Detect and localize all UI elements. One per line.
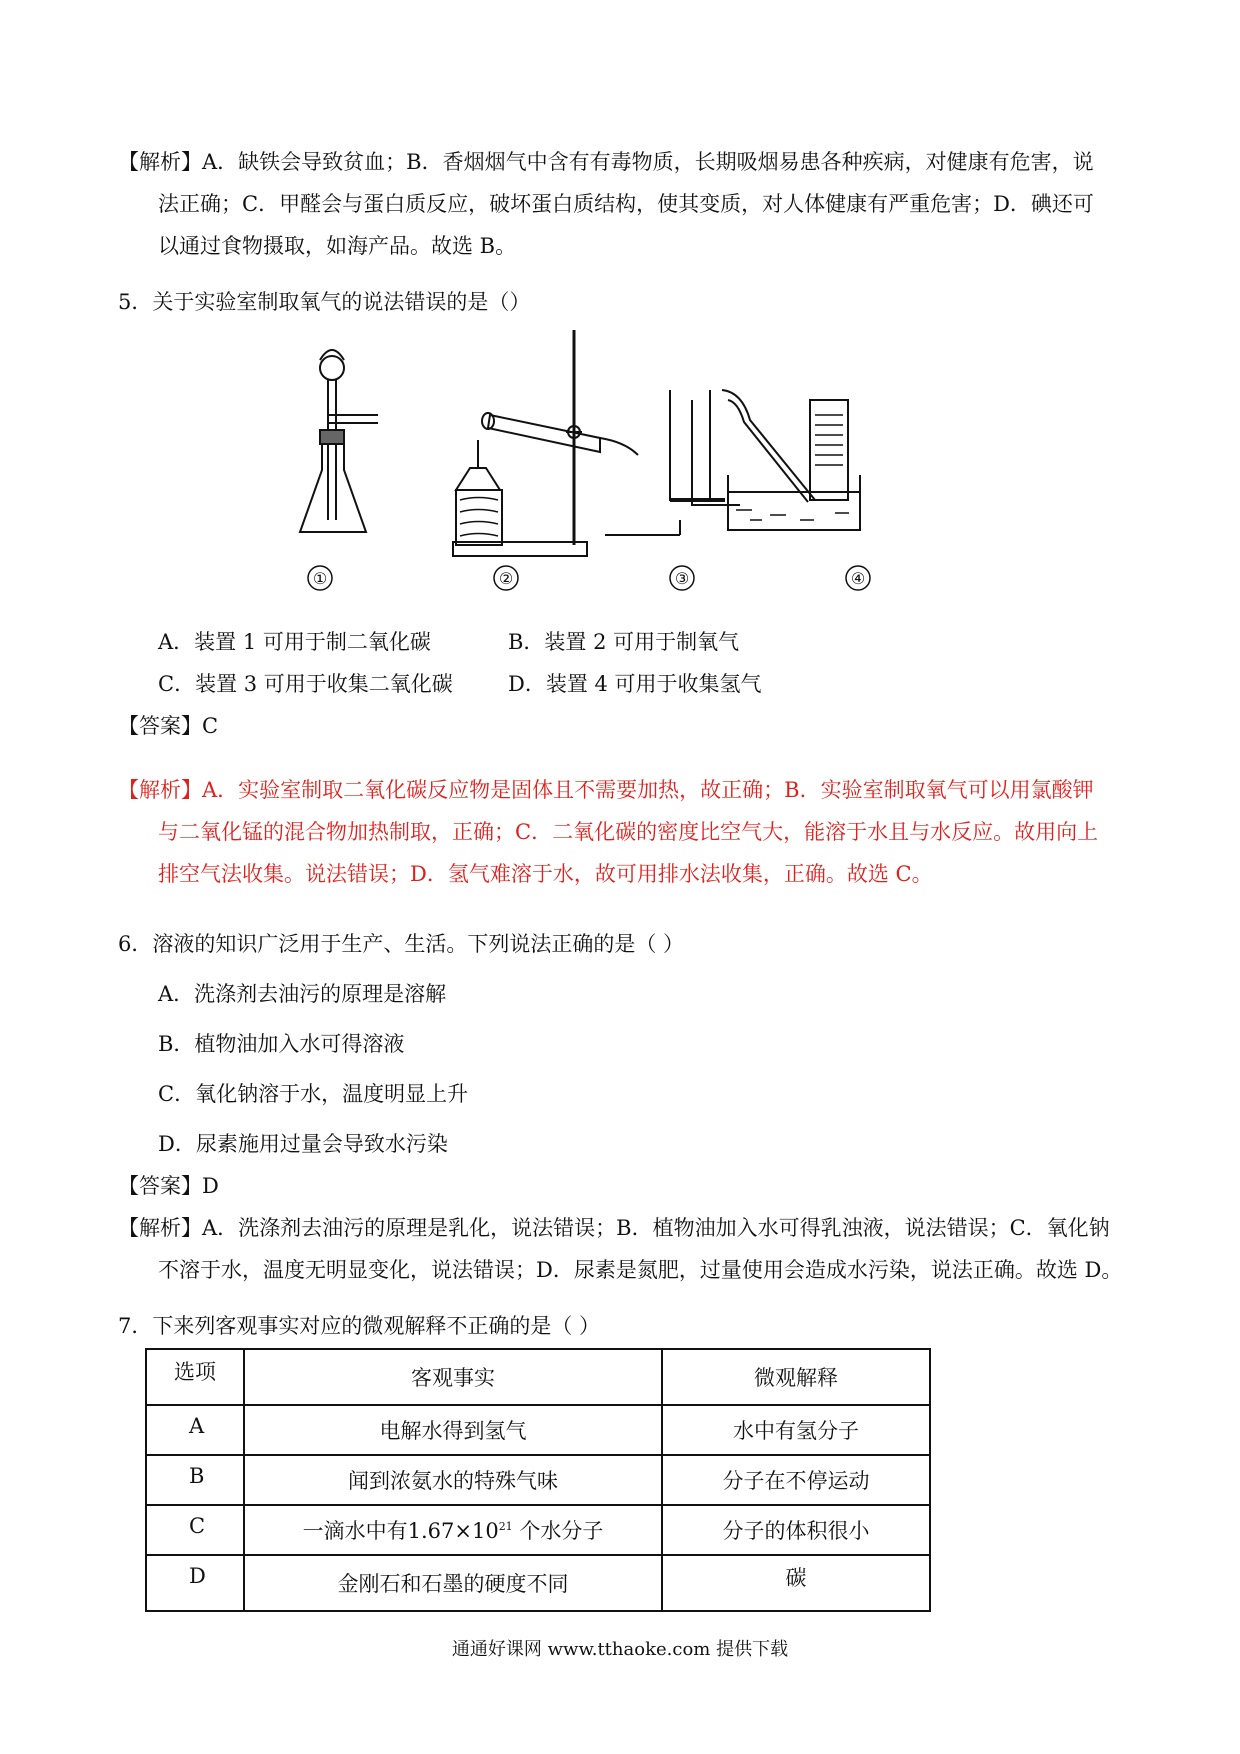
row-fact: 电解水得到氢气 [244, 1405, 662, 1455]
q7-table [145, 1348, 931, 1612]
q6-option-b: B．植物油加入水可得溶液 [158, 1032, 405, 1056]
label-4: ④ [850, 569, 866, 588]
q6-option-d: D．尿素施用过量会导致水污染 [158, 1132, 448, 1156]
header-explain: 微观解释 [662, 1349, 930, 1405]
q6-option-a: A．洗涤剂去油污的原理是溶解 [158, 982, 447, 1006]
table-row [146, 1505, 930, 1555]
apparatus-1-flask [300, 350, 378, 532]
table-row [146, 1455, 930, 1505]
row-option: B [146, 1455, 244, 1505]
q5-option-d: D．装置 4 可用于收集氢气 [508, 672, 762, 696]
row-option: C [146, 1505, 244, 1555]
apparatus-labels [308, 566, 870, 590]
apparatus-3-gas-jar [605, 390, 740, 535]
apparatus-figure [270, 320, 990, 610]
fact-exponent: 21 [498, 1520, 513, 1533]
table-row [146, 1405, 930, 1455]
q5-option-a: A．装置 1 可用于制二氧化碳 [158, 630, 431, 654]
q6-option-c: C．氧化钠溶于水，温度明显上升 [158, 1082, 469, 1106]
header-option: 选项 [146, 1349, 244, 1405]
q6-answer: 【答案】D [118, 1174, 219, 1198]
q5-analysis-line-2: 与二氧化锰的混合物加热制取，正确；C．二氧化碳的密度比空气大，能溶于水且与水反应。故用向上 [158, 820, 1099, 844]
row-explain: 分子在不停运动 [662, 1455, 930, 1505]
fact-text-end: 个水分子 [512, 1519, 604, 1543]
q4-analysis-line-3: 以通过食物摄取，如海产品。故选 B。 [158, 234, 517, 258]
apparatus-4-water-trough [722, 390, 860, 530]
row-option: A [146, 1405, 244, 1455]
q6-stem: 6．溶液的知识广泛用于生产、生活。下列说法正确的是（ ） [118, 932, 685, 956]
row-explain: 碳 [662, 1555, 930, 1611]
label-3: ③ [674, 569, 690, 588]
label-2: ② [498, 569, 514, 588]
row-fact: 闻到浓氨水的特殊气味 [244, 1455, 662, 1505]
row-fact: 金刚石和石墨的硬度不同 [244, 1555, 662, 1611]
q4-analysis-line-1: 【解析】A．缺铁会导致贫血；B．香烟烟气中含有有毒物质，长期吸烟易患各种疾病，对健康有危害，说 [118, 150, 1094, 174]
row-fact [244, 1505, 662, 1555]
q5-analysis-line-1: 【解析】A．实验室制取二氧化碳反应物是固体且不需要加热，故正确；B．实验室制取氧气可以用氯酸钾 [118, 778, 1094, 802]
q7-stem: 7．下来列客观事实对应的微观解释不正确的是（ ） [118, 1314, 601, 1338]
q5-stem: 5．关于实验室制取氧气的说法错误的是（） [118, 290, 531, 314]
q5-option-c: C．装置 3 可用于收集二氧化碳 [158, 672, 453, 696]
header-fact: 客观事实 [244, 1349, 662, 1405]
row-explain: 分子的体积很小 [662, 1505, 930, 1555]
label-1: ① [312, 569, 328, 588]
q6-analysis-line-2: 不溶于水，温度无明显变化，说法错误；D．尿素是氮肥，过量使用会造成水污染，说法正确。故选 D。 [158, 1258, 1123, 1282]
q5-answer: 【答案】C [118, 714, 219, 738]
q4-analysis-line-2: 法正确；C．甲醛会与蛋白质反应，破坏蛋白质结构，使其变质，对人体健康有严重危害；D．碘还可 [158, 192, 1094, 216]
row-option: D [146, 1555, 244, 1611]
footer: 通通好课网 www.tthaoke.com 提供下载 [451, 1639, 789, 1660]
fact-text: 一滴水中有1.67×10 [302, 1519, 499, 1543]
q5-analysis-line-3: 排空气法收集。说法错误；D．氢气难溶于水，故可用排水法收集，正确。故选 C。 [158, 862, 933, 886]
table-header-row [146, 1349, 930, 1405]
apparatus-2-heating-setup [453, 330, 638, 556]
q6-analysis-line-1: 【解析】A．洗涤剂去油污的原理是乳化，说法错误；B．植物油加入水可得乳浊液，说法错误；C．氧化钠 [118, 1216, 1110, 1240]
row-explain: 水中有氢分子 [662, 1405, 930, 1455]
q5-option-b: B．装置 2 可用于制氧气 [508, 630, 740, 654]
table-row [146, 1555, 930, 1611]
